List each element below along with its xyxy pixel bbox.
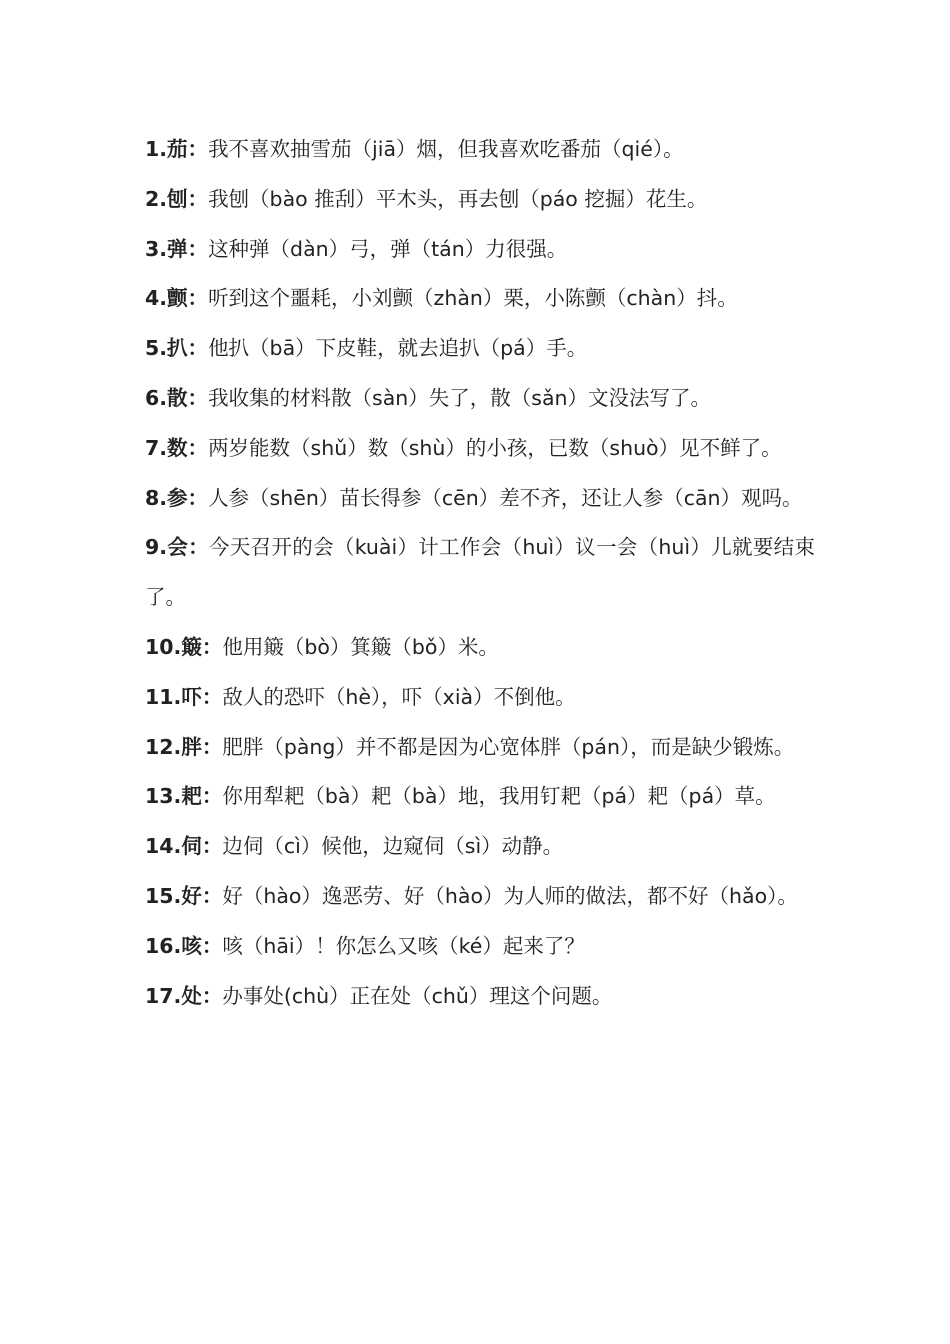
item-sentence: 办事处(chù）正在处（chǔ）理这个问题。 <box>222 983 613 1008</box>
item-sentence: 两岁能数（shǔ）数（shù）的小孩，已数（shuò）见不鲜了。 <box>208 435 782 460</box>
list-item <box>145 324 815 374</box>
item-number: 7.数： <box>145 435 209 460</box>
item-number: 6.散： <box>145 385 209 410</box>
list-item <box>145 872 815 922</box>
item-number: 5.扒： <box>145 336 209 361</box>
item-sentence: 好（hào）逸恶劳、好（hào）为人师的做法，都不好（hǎo）。 <box>222 883 798 908</box>
item-number: 8.参： <box>145 485 209 510</box>
item-sentence: 敌人的恐吓（hè），吓（xià）不倒他。 <box>222 684 576 709</box>
list-item <box>145 772 815 822</box>
list-item <box>145 723 815 773</box>
list-item <box>145 175 815 225</box>
item-sentence: 他用簸（bò）箕簸（bǒ）米。 <box>222 634 499 659</box>
list-item <box>145 523 815 623</box>
list-item <box>145 623 815 673</box>
list-item <box>145 125 815 175</box>
item-number: 14.伺： <box>145 834 223 859</box>
list-item <box>145 922 815 972</box>
item-sentence: 人参（shēn）苗长得参（cēn）差不齐，还让人参（cān）观吗。 <box>208 485 803 510</box>
item-number: 16.咳： <box>145 933 223 958</box>
item-sentence: 我不喜欢抽雪茄（jiā）烟，但我喜欢吃番茄（qié）。 <box>208 137 684 161</box>
item-number: 15.好： <box>145 883 223 908</box>
item-number: 12.胖： <box>145 734 223 759</box>
item-sentence: 今天召开的会（kuài）计工作会（huì）议一会（huì）儿就要结束了。 <box>145 535 815 610</box>
item-number: 13.耙： <box>145 784 223 809</box>
item-number: 4.颤： <box>145 286 209 311</box>
list-item <box>145 274 815 324</box>
list-item <box>145 972 815 1022</box>
item-sentence: 咳（hāi）！你怎么又咳（ké）起来了？ <box>222 933 585 958</box>
item-sentence: 这种弹（dàn）弓，弹（tán）力很强。 <box>208 236 568 261</box>
item-number: 1.茄： <box>145 137 209 161</box>
item-number: 10.簸： <box>145 634 223 659</box>
item-number: 17.处： <box>145 983 223 1008</box>
list-item <box>145 474 815 524</box>
list-item <box>145 225 815 275</box>
polyphonic-word-list <box>145 125 815 1021</box>
item-sentence: 我收集的材料散（sàn）失了，散（sǎn）文没法写了。 <box>208 385 712 410</box>
item-sentence: 肥胖（pàng）并不都是因为心宽体胖（pán），而是缺少锻炼。 <box>222 734 795 759</box>
list-item <box>145 822 815 872</box>
item-sentence: 边伺（cì）候他，边窥伺（sì）动静。 <box>222 834 564 859</box>
list-item <box>145 374 815 424</box>
item-number: 9.会： <box>145 535 209 560</box>
item-number: 2.刨： <box>145 186 209 211</box>
item-sentence: 我刨（bào 推刮）平木头，再去刨（páo 挖掘）花生。 <box>208 186 708 211</box>
item-number: 3.弹： <box>145 236 209 261</box>
list-item <box>145 424 815 474</box>
item-number: 11.吓： <box>145 684 223 709</box>
list-item <box>145 673 815 723</box>
item-sentence: 你用犁耙（bà）耙（bà）地，我用钉耙（pá）耙（pá）草。 <box>222 784 776 809</box>
item-sentence: 他扒（bā）下皮鞋，就去追扒（pá）手。 <box>208 336 588 361</box>
item-sentence: 听到这个噩耗，小刘颤（zhàn）栗，小陈颤（chàn）抖。 <box>208 286 738 311</box>
